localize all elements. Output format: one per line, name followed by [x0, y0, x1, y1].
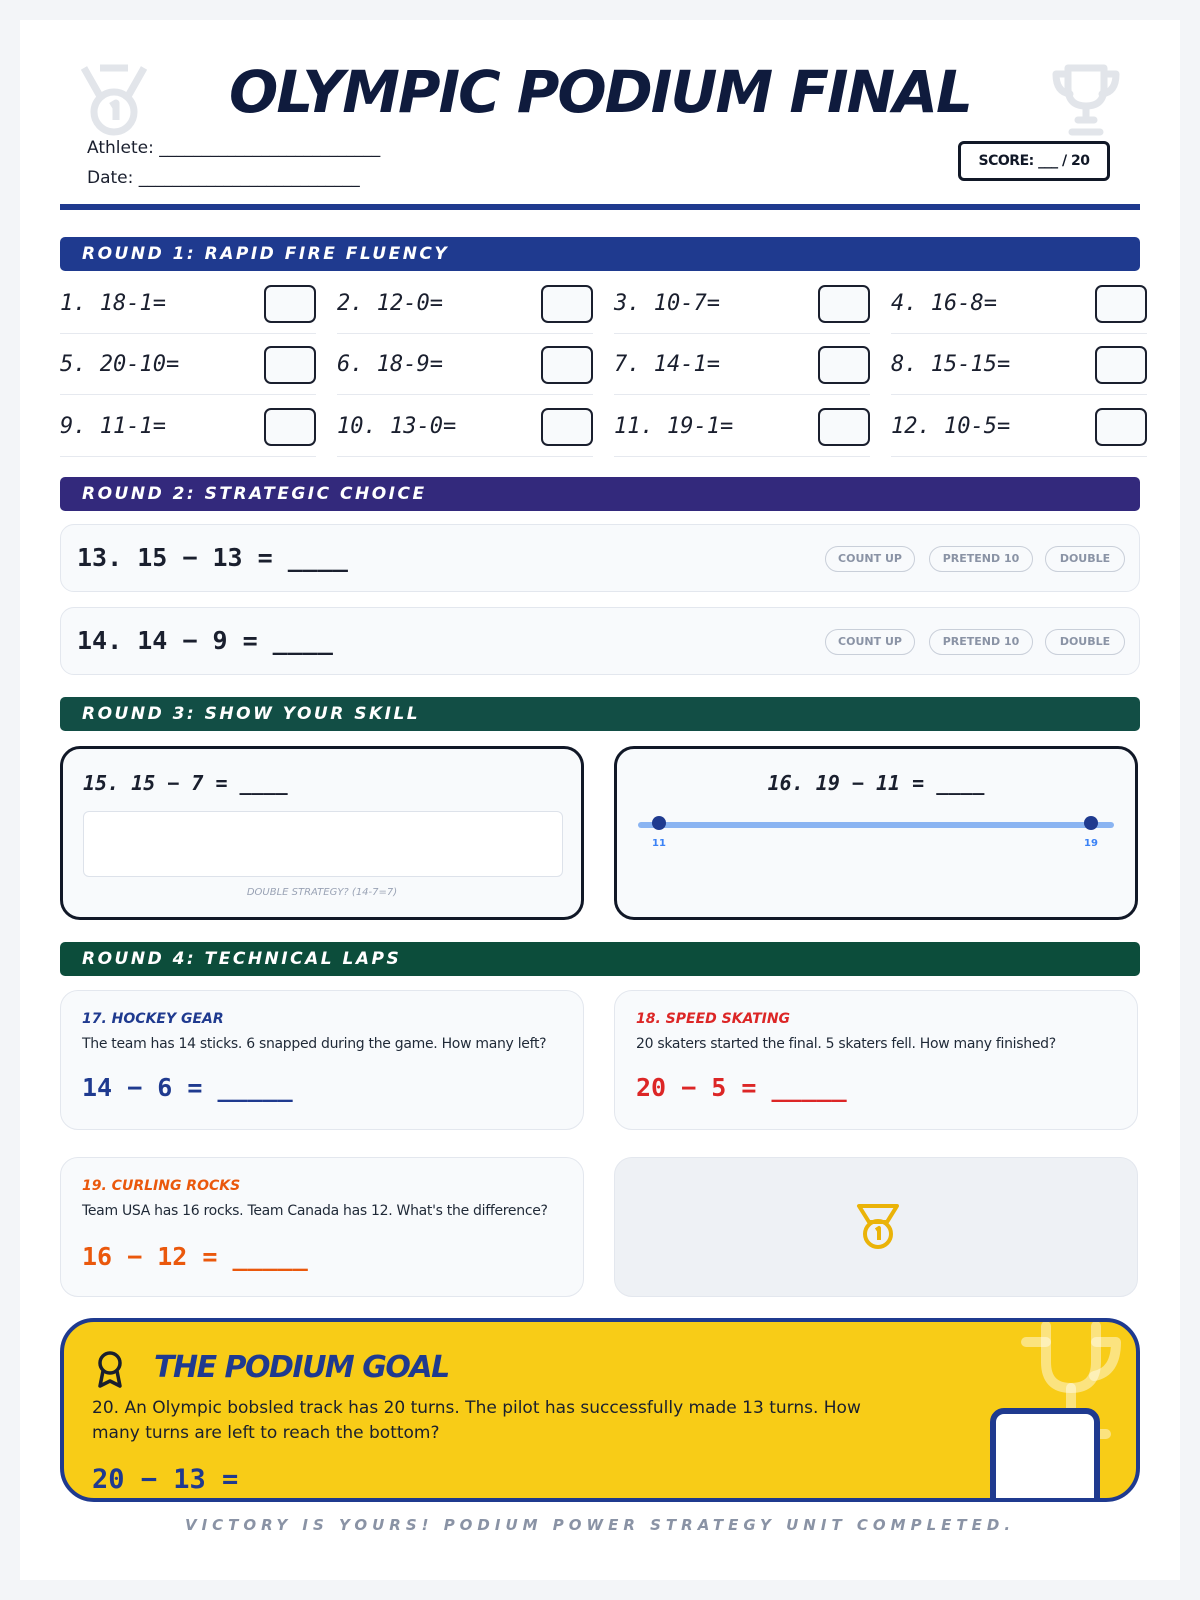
- fluency-problem-label: 12. 10-5=: [891, 414, 1011, 439]
- fluency-problem-label: 10. 13-0=: [337, 414, 457, 439]
- problem-18-story: 20 skaters started the final. 5 skaters fell. How many finished?: [636, 1036, 1056, 1052]
- problem-14: 14. 14 − 9 = ____: [77, 626, 333, 655]
- number-line-end-label: 19: [1084, 838, 1098, 849]
- problem-13: 13. 15 − 13 = ____: [77, 543, 348, 572]
- fluency-problem-label: 11. 19-1=: [614, 414, 734, 439]
- medal-card: [614, 1157, 1138, 1297]
- answer-box[interactable]: [541, 346, 593, 384]
- problem-15: 15. 15 − 7 = ____: [83, 771, 288, 795]
- fluency-problem-label: 5. 20-10=: [60, 352, 180, 377]
- problem-18-title: 18. SPEED SKATING: [636, 1011, 791, 1027]
- number-line-start-label: 11: [652, 838, 666, 849]
- fluency-problem-label: 1. 18-1=: [60, 291, 166, 316]
- problem-16-card: [614, 746, 1138, 920]
- problem-14-card: [60, 607, 1140, 675]
- problem-17-story: The team has 14 sticks. 6 snapped during the game. How many left?: [82, 1036, 547, 1052]
- fluency-problem-6: [337, 334, 593, 395]
- goal-text-line-2: many turns are left to reach the bottom?: [92, 1423, 440, 1443]
- problem-17-title: 17. HOCKEY GEAR: [82, 1011, 224, 1027]
- fluency-problem-2: [337, 273, 593, 334]
- goal-title: THE PODIUM GOAL: [154, 1350, 449, 1385]
- problem-19-equation: 16 − 12 = _____: [82, 1242, 308, 1271]
- award-ribbon-icon: [94, 1350, 126, 1390]
- fluency-problem-label: 3. 10-7=: [614, 291, 720, 316]
- fluency-problem-12: [891, 396, 1147, 457]
- problem-15-card: [60, 746, 584, 920]
- podium-goal-card: [60, 1318, 1140, 1502]
- fluency-problem-1: [60, 273, 316, 334]
- fluency-problem-7: [614, 334, 870, 395]
- answer-box[interactable]: [264, 408, 316, 446]
- fluency-problem-9: [60, 396, 316, 457]
- problem-19-title: 19. CURLING ROCKS: [82, 1178, 241, 1194]
- number-line-start-dot: [652, 816, 666, 830]
- fluency-problem-label: 4. 16-8=: [891, 291, 997, 316]
- score-box: SCORE: ___ / 20: [958, 141, 1110, 181]
- number-line: [635, 809, 1119, 853]
- answer-box[interactable]: [264, 285, 316, 323]
- problem-19-story: Team USA has 16 rocks. Team Canada has 12. What's the difference?: [82, 1203, 548, 1219]
- header-divider: [60, 204, 1140, 210]
- work-space-box[interactable]: [83, 811, 563, 877]
- answer-box[interactable]: [818, 346, 870, 384]
- fluency-problem-label: 6. 18-9=: [337, 352, 443, 377]
- fluency-problem-label: 9. 11-1=: [60, 414, 166, 439]
- answer-box[interactable]: [541, 285, 593, 323]
- footer-message: VICTORY IS YOURS! PODIUM POWER STRATEGY UNIT COMPLETED.: [184, 1516, 1016, 1534]
- problem-13-card: [60, 524, 1140, 592]
- strategy-pretend-10-button[interactable]: PRETEND 10: [929, 546, 1033, 572]
- problem-16: 16. 19 − 11 = ____: [767, 771, 985, 795]
- strategy-hint: DOUBLE STRATEGY? (14-7=7): [246, 887, 398, 898]
- answer-box[interactable]: [818, 408, 870, 446]
- fluency-problem-label: 2. 12-0=: [337, 291, 443, 316]
- answer-box[interactable]: [1095, 408, 1147, 446]
- fluency-problem-10: [337, 396, 593, 457]
- fluency-problem-11: [614, 396, 870, 457]
- fluency-problem-label: 8. 15-15=: [891, 352, 1011, 377]
- problem-17-equation: 14 − 6 = _____: [82, 1073, 293, 1102]
- date-field[interactable]: Date: __________________________: [87, 168, 360, 188]
- round-3-header: ROUND 3: SHOW YOUR SKILL: [60, 697, 1140, 731]
- goal-equation: 20 − 13 =: [92, 1464, 239, 1495]
- fluency-problem-8: [891, 334, 1147, 395]
- strategy-pretend-10-button[interactable]: PRETEND 10: [929, 629, 1033, 655]
- goal-text-line-1: 20. An Olympic bobsled track has 20 turns. The pilot has successfully made 13 turns. How: [92, 1398, 861, 1418]
- fluency-problem-4: [891, 273, 1147, 334]
- problem-18-card: [614, 990, 1138, 1130]
- strategy-count-up-button[interactable]: COUNT UP: [825, 546, 915, 572]
- answer-box[interactable]: [264, 346, 316, 384]
- strategy-count-up-button[interactable]: COUNT UP: [825, 629, 915, 655]
- round-1-header: ROUND 1: RAPID FIRE FLUENCY: [60, 237, 1140, 271]
- fluency-problem-3: [614, 273, 870, 334]
- answer-box[interactable]: [818, 285, 870, 323]
- fluency-problem-label: 7. 14-1=: [614, 352, 720, 377]
- page-title: OLYMPIC PODIUM FINAL: [229, 58, 971, 126]
- problem-17-card: [60, 990, 584, 1130]
- answer-box[interactable]: [1095, 285, 1147, 323]
- strategy-double-button[interactable]: DOUBLE: [1045, 629, 1125, 655]
- goal-answer-box[interactable]: [990, 1408, 1100, 1502]
- number-line-end-dot: [1084, 816, 1098, 830]
- strategy-double-button[interactable]: DOUBLE: [1045, 546, 1125, 572]
- answer-box[interactable]: [1095, 346, 1147, 384]
- round-2-header: ROUND 2: STRATEGIC CHOICE: [60, 477, 1140, 511]
- round-4-header: ROUND 4: TECHNICAL LAPS: [60, 942, 1140, 976]
- gold-medal-icon: [855, 1202, 901, 1252]
- fluency-problem-5: [60, 334, 316, 395]
- problem-19-card: [60, 1157, 584, 1297]
- answer-box[interactable]: [541, 408, 593, 446]
- problem-18-equation: 20 − 5 = _____: [636, 1073, 847, 1102]
- athlete-name-field[interactable]: Athlete: __________________________: [87, 138, 381, 158]
